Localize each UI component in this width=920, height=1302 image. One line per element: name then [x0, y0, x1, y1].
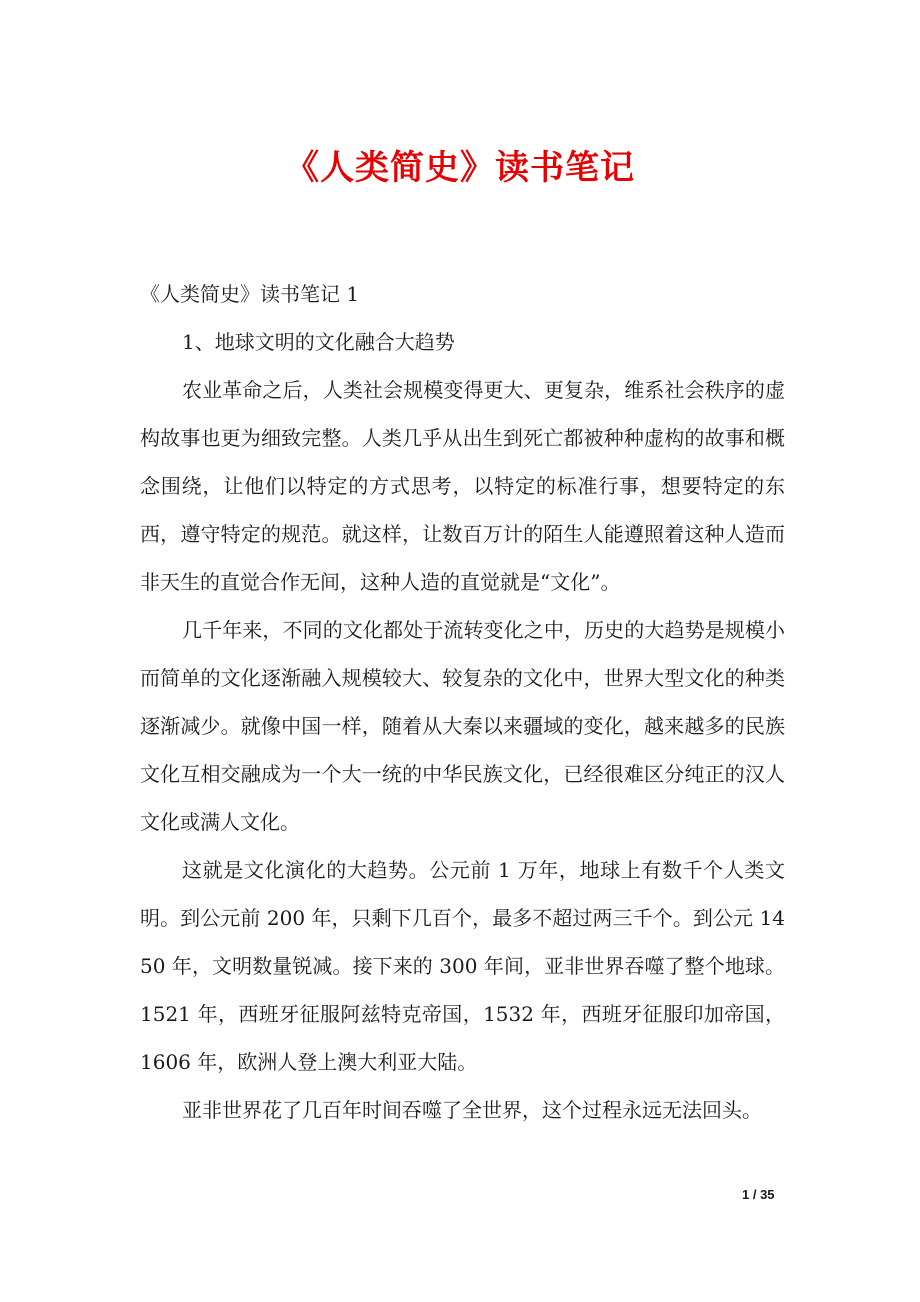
paragraph: 农业革命之后，人类社会规模变得更大、更复杂，维系社会秩序的虚构故事也更为细致完整。人类几乎从出生到死亡都被种种虚构的故事和概念围绕，让他们以特定的方式思考，以特定的标准行事，想要特定的东西，遵守特定的规范。就这样，让数百万计的陌生人能遵照着这种人造而非天生的直觉合作无间，这种人造的直觉就是“文化”。 — [140, 378, 785, 594]
page-number: 1 / 35 — [742, 1187, 775, 1202]
section-subtitle: 《人类简史》读书笔记 1 — [140, 282, 360, 306]
paragraph: 亚非世界花了几百年时间吞噬了全世界，这个过程永远无法回头。 — [182, 1098, 762, 1122]
document-title: 《人类简史》读书笔记 — [285, 148, 635, 188]
paragraph: 几千年来，不同的文化都处于流转变化之中，历史的大趋势是规模小而简单的文化逐渐融入规模较大、较复杂的文化中，世界大型文化的种类逐渐减少。就像中国一样，随着从大秦以来疆域的变化，越来越多的民族文化互相交融成为一个大一统的中华民族文化，已经很难区分纯正的汉人文化或满人文化。 — [140, 618, 785, 834]
section-heading: 1、地球文明的文化融合大趋势 — [182, 330, 455, 354]
document-body — [140, 270, 785, 1134]
paragraph: 这就是文化演化的大趋势。公元前 1 万年，地球上有数千个人类文明。到公元前 200 年，只剩下几百个，最多不超过两三千个。到公元 1450 年，文明数量锐减。接下来的 300 年间，亚非世界吞噬了整个地球。1521 年，西班牙征服阿兹特克帝国，1532 年，西班牙征服印加帝国，1606 年，欧洲人登上澳大利亚大陆。 — [140, 858, 785, 1074]
